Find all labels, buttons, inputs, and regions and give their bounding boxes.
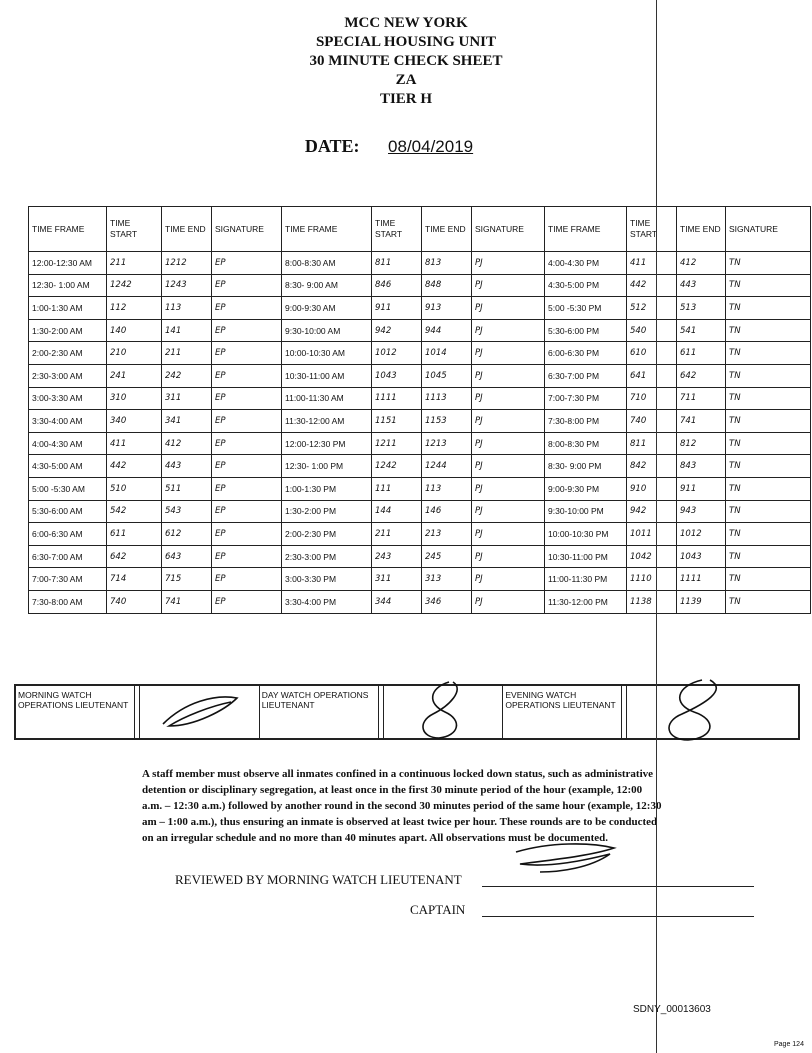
- time-end-cell: 341: [162, 410, 212, 433]
- signature-cell: PJ: [472, 477, 545, 500]
- time-frame-cell: 6:00-6:30 PM: [545, 342, 627, 365]
- signature-cell: TN: [726, 432, 811, 455]
- signature-cell: PJ: [472, 500, 545, 523]
- signature-cell: PJ: [472, 568, 545, 591]
- time-start-cell: 714: [107, 568, 162, 591]
- table-row: [29, 523, 811, 546]
- table-row: [29, 364, 811, 387]
- morning-signature-mark: [155, 692, 245, 732]
- table-header-row: [29, 207, 811, 252]
- time-start-cell: 344: [372, 590, 422, 613]
- signature-cell: PJ: [472, 455, 545, 478]
- signature-cell: TN: [726, 387, 811, 410]
- time-frame-cell: 7:00-7:30 PM: [545, 387, 627, 410]
- time-start-cell: 540: [627, 319, 677, 342]
- time-end-cell: 1045: [422, 364, 472, 387]
- policy-line: detention or disciplinary segregation, at least once in the first 30 minute period of the hour (example, 12:00: [142, 784, 643, 796]
- signature-cell: EP: [212, 590, 282, 613]
- time-end-cell: 812: [677, 432, 726, 455]
- date-line: [0, 136, 812, 157]
- signature-cell: TN: [726, 477, 811, 500]
- time-start-cell: 710: [627, 387, 677, 410]
- time-start-cell: 642: [107, 545, 162, 568]
- column-header: SIGNATURE: [212, 207, 282, 252]
- policy-line: on an irregular schedule and no more than 40 minutes apart. All observations must be documented.: [142, 832, 609, 844]
- time-frame-cell: 9:30-10:00 PM: [545, 500, 627, 523]
- signature-cell: PJ: [472, 590, 545, 613]
- day-signature-mark: [399, 678, 489, 748]
- time-end-cell: 311: [162, 387, 212, 410]
- policy-line: A staff member must observe all inmates confined in a continuous locked down status, such as administrative: [142, 768, 654, 780]
- time-end-cell: 1014: [422, 342, 472, 365]
- signature-cell: EP: [212, 477, 282, 500]
- signature-cell: PJ: [472, 297, 545, 320]
- reviewed-by-signature-line: [482, 886, 754, 887]
- column-header: TIME FRAME: [545, 207, 627, 252]
- time-start-cell: 910: [627, 477, 677, 500]
- time-frame-cell: 1:00-1:30 PM: [282, 477, 372, 500]
- reviewed-by-label: REVIEWED BY MORNING WATCH LIEUTENANT: [175, 872, 462, 887]
- time-start-cell: 210: [107, 342, 162, 365]
- time-end-cell: 913: [422, 297, 472, 320]
- time-start-cell: 144: [372, 500, 422, 523]
- time-end-cell: 813: [422, 252, 472, 275]
- time-end-cell: 944: [422, 319, 472, 342]
- date-label: DATE:: [304, 136, 360, 156]
- time-start-cell: 1111: [372, 387, 422, 410]
- signature-cell: PJ: [472, 274, 545, 297]
- table-row: [29, 455, 811, 478]
- time-start-cell: 610: [627, 342, 677, 365]
- signature-cell: EP: [212, 364, 282, 387]
- time-end-cell: 643: [162, 545, 212, 568]
- time-start-cell: 442: [627, 274, 677, 297]
- column-header: TIME END: [677, 207, 726, 252]
- time-frame-cell: 11:30-12:00 PM: [545, 590, 627, 613]
- time-frame-cell: 9:30-10:00 AM: [282, 319, 372, 342]
- time-frame-cell: 1:30-2:00 AM: [29, 319, 107, 342]
- column-header: SIGNATURE: [472, 207, 545, 252]
- time-end-cell: 543: [162, 500, 212, 523]
- time-end-cell: 245: [422, 545, 472, 568]
- time-end-cell: 213: [422, 523, 472, 546]
- day-watch-label: DAY WATCH OPERATIONS LIEUTENANT: [261, 690, 369, 710]
- table-row: [29, 545, 811, 568]
- column-header: TIME START: [107, 207, 162, 252]
- time-end-cell: 1012: [677, 523, 726, 546]
- time-end-cell: 1043: [677, 545, 726, 568]
- time-frame-cell: 11:00-11:30 PM: [545, 568, 627, 591]
- time-start-cell: 340: [107, 410, 162, 433]
- time-end-cell: 113: [162, 297, 212, 320]
- policy-line: am – 1:00 a.m.), thus ensuring an inmate is observed at least twice per hour. These rounds are to be conducted: [142, 816, 658, 828]
- time-end-cell: 113: [422, 477, 472, 500]
- time-start-cell: 310: [107, 387, 162, 410]
- time-start-cell: 112: [107, 297, 162, 320]
- time-end-cell: 711: [677, 387, 726, 410]
- time-start-cell: 1012: [372, 342, 422, 365]
- signature-cell: PJ: [472, 319, 545, 342]
- time-start-cell: 311: [372, 568, 422, 591]
- evening-watch-label: EVENING WATCH OPERATIONS LIEUTENANT: [505, 690, 616, 710]
- signature-cell: EP: [212, 568, 282, 591]
- captain-label: CAPTAIN: [410, 902, 466, 917]
- time-start-cell: 211: [372, 523, 422, 546]
- policy-paragraph: [142, 766, 762, 846]
- day-watch-signature: [379, 686, 504, 738]
- check-table: [28, 206, 811, 614]
- time-frame-cell: 11:30-12:00 AM: [282, 410, 372, 433]
- time-frame-cell: 4:30-5:00 PM: [545, 274, 627, 297]
- reviewer-signature-mark: [510, 838, 620, 878]
- time-end-cell: 1212: [162, 252, 212, 275]
- time-start-cell: 641: [627, 364, 677, 387]
- time-start-cell: 1042: [627, 545, 677, 568]
- time-frame-cell: 2:30-3:00 PM: [282, 545, 372, 568]
- signature-cell: PJ: [472, 410, 545, 433]
- time-start-cell: 740: [107, 590, 162, 613]
- page-number: Page 124: [774, 1041, 804, 1048]
- table-row: [29, 319, 811, 342]
- date-value: 08/04/2019: [388, 137, 474, 156]
- table-row: [29, 590, 811, 613]
- time-frame-cell: 2:00-2:30 AM: [29, 342, 107, 365]
- time-frame-cell: 8:00-8:30 PM: [545, 432, 627, 455]
- time-end-cell: 843: [677, 455, 726, 478]
- signature-cell: PJ: [472, 364, 545, 387]
- time-frame-cell: 10:00-10:30 AM: [282, 342, 372, 365]
- table-row: [29, 432, 811, 455]
- header-unit: SPECIAL HOUSING UNIT: [315, 34, 497, 50]
- table-row: [29, 342, 811, 365]
- signature-cell: EP: [212, 455, 282, 478]
- time-frame-cell: 7:30-8:00 PM: [545, 410, 627, 433]
- time-frame-cell: 12:00-12:30 PM: [282, 432, 372, 455]
- signature-cell: TN: [726, 500, 811, 523]
- column-header: TIME START: [627, 207, 677, 252]
- time-start-cell: 846: [372, 274, 422, 297]
- time-end-cell: 513: [677, 297, 726, 320]
- time-frame-cell: 5:30-6:00 AM: [29, 500, 107, 523]
- time-frame-cell: 7:00-7:30 AM: [29, 568, 107, 591]
- column-header: TIME START: [372, 207, 422, 252]
- morning-watch-label: MORNING WATCH OPERATIONS LIEUTENANT: [18, 690, 129, 710]
- time-start-cell: 811: [372, 252, 422, 275]
- signature-cell: EP: [212, 252, 282, 275]
- time-frame-cell: 12:00-12:30 AM: [29, 252, 107, 275]
- captain-signature-line: [482, 916, 754, 917]
- signature-cell: PJ: [472, 545, 545, 568]
- column-header: TIME END: [422, 207, 472, 252]
- table-row: [29, 410, 811, 433]
- signature-cell: TN: [726, 319, 811, 342]
- time-end-cell: 943: [677, 500, 726, 523]
- time-frame-cell: 8:30- 9:00 AM: [282, 274, 372, 297]
- time-start-cell: 611: [107, 523, 162, 546]
- time-start-cell: 140: [107, 319, 162, 342]
- table-row: [29, 387, 811, 410]
- time-frame-cell: 5:00 -5:30 PM: [545, 297, 627, 320]
- signature-cell: EP: [212, 342, 282, 365]
- time-frame-cell: 6:00-6:30 AM: [29, 523, 107, 546]
- time-frame-cell: 12:30- 1:00 PM: [282, 455, 372, 478]
- evening-watch-label-cell: [503, 686, 622, 738]
- time-frame-cell: 3:30-4:00 AM: [29, 410, 107, 433]
- time-start-cell: 1211: [372, 432, 422, 455]
- time-frame-cell: 8:00-8:30 AM: [282, 252, 372, 275]
- table-row: [29, 477, 811, 500]
- time-end-cell: 443: [677, 274, 726, 297]
- signature-cell: EP: [212, 523, 282, 546]
- header-sheet-title: 30 MINUTE CHECK SHEET: [309, 53, 503, 69]
- time-end-cell: 242: [162, 364, 212, 387]
- time-start-cell: 1242: [107, 274, 162, 297]
- table-row: [29, 252, 811, 275]
- time-frame-cell: 10:00-10:30 PM: [545, 523, 627, 546]
- signature-cell: TN: [726, 523, 811, 546]
- time-end-cell: 1244: [422, 455, 472, 478]
- time-frame-cell: 1:00-1:30 AM: [29, 297, 107, 320]
- time-end-cell: 1111: [677, 568, 726, 591]
- signature-cell: TN: [726, 590, 811, 613]
- time-end-cell: 511: [162, 477, 212, 500]
- signature-cell: TN: [726, 297, 811, 320]
- column-header: TIME FRAME: [29, 207, 107, 252]
- time-frame-cell: 3:00-3:30 PM: [282, 568, 372, 591]
- time-frame-cell: 4:00-4:30 AM: [29, 432, 107, 455]
- time-frame-cell: 8:30- 9:00 PM: [545, 455, 627, 478]
- time-end-cell: 211: [162, 342, 212, 365]
- header-tier: TIER H: [379, 91, 433, 107]
- time-frame-cell: 10:30-11:00 AM: [282, 364, 372, 387]
- time-end-cell: 1213: [422, 432, 472, 455]
- time-end-cell: 911: [677, 477, 726, 500]
- signature-cell: EP: [212, 500, 282, 523]
- time-end-cell: 541: [677, 319, 726, 342]
- time-frame-cell: 9:00-9:30 PM: [545, 477, 627, 500]
- column-header: TIME END: [162, 207, 212, 252]
- column-header: TIME FRAME: [282, 207, 372, 252]
- time-start-cell: 542: [107, 500, 162, 523]
- time-start-cell: 911: [372, 297, 422, 320]
- signature-cell: TN: [726, 410, 811, 433]
- time-end-cell: 612: [162, 523, 212, 546]
- time-start-cell: 241: [107, 364, 162, 387]
- time-start-cell: 1110: [627, 568, 677, 591]
- time-start-cell: 211: [107, 252, 162, 275]
- signature-cell: PJ: [472, 432, 545, 455]
- time-frame-cell: 7:30-8:00 AM: [29, 590, 107, 613]
- time-frame-cell: 6:30-7:00 PM: [545, 364, 627, 387]
- signature-cell: EP: [212, 432, 282, 455]
- time-start-cell: 1011: [627, 523, 677, 546]
- signature-cell: TN: [726, 545, 811, 568]
- signature-cell: EP: [212, 387, 282, 410]
- time-end-cell: 741: [677, 410, 726, 433]
- header-zone: ZA: [395, 72, 417, 88]
- time-end-cell: 313: [422, 568, 472, 591]
- time-end-cell: 611: [677, 342, 726, 365]
- bates-number: SDNY_00013603: [633, 1004, 711, 1015]
- signature-cell: PJ: [472, 387, 545, 410]
- time-end-cell: 1113: [422, 387, 472, 410]
- evening-watch-signature: [622, 686, 798, 738]
- time-end-cell: 741: [162, 590, 212, 613]
- time-frame-cell: 2:00-2:30 PM: [282, 523, 372, 546]
- time-end-cell: 146: [422, 500, 472, 523]
- policy-line: a.m. – 12:30 a.m.) followed by another round in the second 30 minutes period of the same hour (example, 12:30: [142, 800, 662, 812]
- time-frame-cell: 9:00-9:30 AM: [282, 297, 372, 320]
- signature-cell: EP: [212, 297, 282, 320]
- time-start-cell: 1138: [627, 590, 677, 613]
- time-frame-cell: 2:30-3:00 AM: [29, 364, 107, 387]
- time-frame-cell: 5:30-6:00 PM: [545, 319, 627, 342]
- signature-cell: TN: [726, 274, 811, 297]
- time-frame-cell: 1:30-2:00 PM: [282, 500, 372, 523]
- time-frame-cell: 3:30-4:00 PM: [282, 590, 372, 613]
- signature-cell: TN: [726, 252, 811, 275]
- time-frame-cell: 11:00-11:30 AM: [282, 387, 372, 410]
- time-frame-cell: 5:00 -5:30 AM: [29, 477, 107, 500]
- time-end-cell: 412: [162, 432, 212, 455]
- time-end-cell: 1139: [677, 590, 726, 613]
- table-row: [29, 297, 811, 320]
- time-frame-cell: 4:00-4:30 PM: [545, 252, 627, 275]
- time-end-cell: 715: [162, 568, 212, 591]
- time-start-cell: 1151: [372, 410, 422, 433]
- time-frame-cell: 12:30- 1:00 AM: [29, 274, 107, 297]
- time-start-cell: 942: [372, 319, 422, 342]
- time-end-cell: 141: [162, 319, 212, 342]
- time-start-cell: 510: [107, 477, 162, 500]
- table-row: [29, 274, 811, 297]
- time-end-cell: 642: [677, 364, 726, 387]
- time-end-cell: 443: [162, 455, 212, 478]
- time-end-cell: 346: [422, 590, 472, 613]
- time-start-cell: 512: [627, 297, 677, 320]
- day-watch-label-cell: [260, 686, 379, 738]
- time-end-cell: 1243: [162, 274, 212, 297]
- scan-fold-line: [656, 0, 657, 1053]
- time-frame-cell: 6:30-7:00 AM: [29, 545, 107, 568]
- evening-signature-mark: [642, 676, 752, 748]
- table-body: [29, 252, 811, 614]
- time-start-cell: 942: [627, 500, 677, 523]
- document-header: [0, 14, 812, 109]
- column-header: SIGNATURE: [726, 207, 811, 252]
- signature-cell: PJ: [472, 342, 545, 365]
- time-start-cell: 111: [372, 477, 422, 500]
- signature-cell: PJ: [472, 252, 545, 275]
- time-frame-cell: 10:30-11:00 PM: [545, 545, 627, 568]
- signature-cell: TN: [726, 342, 811, 365]
- signature-cell: EP: [212, 410, 282, 433]
- time-start-cell: 811: [627, 432, 677, 455]
- time-end-cell: 412: [677, 252, 726, 275]
- time-frame-cell: 4:30-5:00 AM: [29, 455, 107, 478]
- time-start-cell: 243: [372, 545, 422, 568]
- signature-cell: TN: [726, 364, 811, 387]
- morning-watch-label-cell: [16, 686, 135, 738]
- watch-signature-table: [14, 684, 800, 740]
- signature-cell: EP: [212, 319, 282, 342]
- time-start-cell: 442: [107, 455, 162, 478]
- signature-cell: TN: [726, 568, 811, 591]
- time-start-cell: 1242: [372, 455, 422, 478]
- time-start-cell: 740: [627, 410, 677, 433]
- signature-cell: TN: [726, 455, 811, 478]
- signature-cell: PJ: [472, 523, 545, 546]
- time-frame-cell: 3:00-3:30 AM: [29, 387, 107, 410]
- time-end-cell: 848: [422, 274, 472, 297]
- table-row: [29, 500, 811, 523]
- time-end-cell: 1153: [422, 410, 472, 433]
- morning-watch-signature: [135, 686, 260, 738]
- time-start-cell: 842: [627, 455, 677, 478]
- table-row: [29, 568, 811, 591]
- signature-cell: EP: [212, 274, 282, 297]
- time-start-cell: 1043: [372, 364, 422, 387]
- time-start-cell: 411: [627, 252, 677, 275]
- signature-cell: EP: [212, 545, 282, 568]
- time-start-cell: 411: [107, 432, 162, 455]
- header-facility: MCC NEW YORK: [344, 15, 468, 31]
